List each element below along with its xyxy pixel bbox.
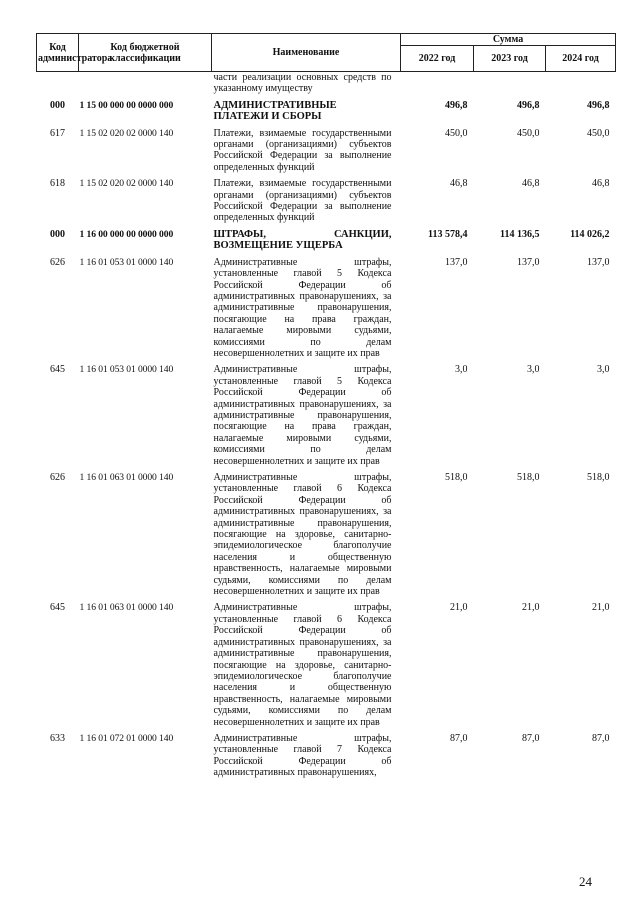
sum-2024-cell: 137,0 xyxy=(587,256,610,268)
admin-code-cell: 645 xyxy=(50,364,65,376)
sum-2022-cell: 450,0 xyxy=(445,127,468,139)
admin-code-cell: 626 xyxy=(50,256,65,268)
table-header xyxy=(37,34,616,72)
name-cell: Платежи, взимаемые государственными органами (организациями) субъектов Российской Федерации за выполнение определенных функций xyxy=(213,178,392,224)
sum-2024-cell: 21,0 xyxy=(592,602,610,614)
admin-code-cell: 618 xyxy=(50,178,65,190)
table-row xyxy=(37,123,616,174)
sum-2023-cell: 46,8 xyxy=(522,178,540,190)
admin-code-cell: 617 xyxy=(50,127,65,139)
table-row xyxy=(37,72,616,95)
name-cell: АДМИНИСТРАТИВНЫЕ ПЛАТЕЖИ И СБОРЫ xyxy=(213,99,337,123)
name-cell: Административные штрафы, установленные главой 5 Кодекса Российской Федерации об административных правонарушениях, за административные правонарушения, посягающие на права граждан, налагаемые мировыми судьями, комиссиями по делам несовершеннолетних и защите их прав xyxy=(213,256,392,359)
admin-code-cell: 645 xyxy=(50,602,65,614)
kbk-cell: 1 15 02 020 02 0000 140 xyxy=(79,127,174,139)
sum-2023-cell: 21,0 xyxy=(522,602,540,614)
sum-2024-cell xyxy=(546,72,616,95)
name-cell: Административные штрафы, установленные главой 6 Кодекса Российской Федерации об административных правонарушениях, за административные правонарушения, посягающие на здоровье, санитарно-эпидемиологическое благополучие населения и общественную нравственность, налагаемые мировыми судьями, комиссиями по делам несовершеннолетних и защите их прав xyxy=(213,472,392,598)
sum-2023-cell: 114 136,5 xyxy=(500,228,540,240)
name-cell: ШТРАФЫ, САНКЦИИ, ВОЗМЕЩЕНИЕ УЩЕРБА xyxy=(213,228,392,252)
admin-code-cell: 000 xyxy=(50,99,65,111)
header-year-2022: 2022 год xyxy=(401,46,474,72)
sum-2022-cell: 46,8 xyxy=(450,178,468,190)
kbk-cell: 1 16 01 063 01 0000 140 xyxy=(79,602,174,614)
sum-2023-cell: 496,8 xyxy=(517,99,540,111)
sum-2023-cell: 450,0 xyxy=(517,127,540,139)
sum-2022-cell: 87,0 xyxy=(450,732,468,744)
page-number: 24 xyxy=(579,874,592,889)
sum-2023-cell xyxy=(474,72,546,95)
sum-2024-cell: 3,0 xyxy=(597,364,610,376)
table-row xyxy=(37,173,616,224)
sum-2023-cell: 518,0 xyxy=(517,472,540,483)
sum-2022-cell: 137,0 xyxy=(445,256,468,268)
table-row xyxy=(37,359,616,467)
sum-2023-cell: 137,0 xyxy=(517,256,540,268)
sum-2024-cell: 114 026,2 xyxy=(570,228,610,240)
name-cell: части реализации основных средств по указанному имуществу xyxy=(213,72,392,95)
table-row xyxy=(37,95,616,123)
sum-2022-cell: 113 578,4 xyxy=(428,228,468,240)
name-cell: Административные штрафы, установленные главой 7 Кодекса Российской Федерации об административных правонарушениях, xyxy=(213,732,392,779)
admin-code-cell xyxy=(37,72,79,95)
sum-2022-cell: 3,0 xyxy=(455,364,468,376)
admin-code-cell: 633 xyxy=(50,732,65,744)
kbk-cell: 1 16 00 000 00 0000 000 xyxy=(79,228,174,240)
header-sum: Сумма xyxy=(401,34,616,46)
header-admin-code: Код администратора xyxy=(37,34,79,72)
sum-2024-cell: 518,0 xyxy=(587,472,610,483)
kbk-cell xyxy=(79,72,212,95)
name-cell: Административные штрафы, установленные главой 6 Кодекса Российской Федерации об административных правонарушениях, за административные правонарушения, посягающие на здоровье, санитарно-эпидемиологическое благополучие населения и общественную нравственность, налагаемые мировыми судьями, комиссиями по делам несовершеннолетних и защите их прав xyxy=(213,602,392,728)
table-body xyxy=(37,72,616,779)
table-row xyxy=(37,224,616,252)
kbk-cell: 1 15 00 000 00 0000 000 xyxy=(79,99,174,111)
name-cell: Административные штрафы, установленные главой 5 Кодекса Российской Федерации об административных правонарушениях, за административные правонарушения, посягающие на права граждан, налагаемые мировыми судьями, комиссиями по делам несовершеннолетних и защите их прав xyxy=(213,364,392,467)
sum-2024-cell: 496,8 xyxy=(587,99,610,111)
admin-code-cell: 000 xyxy=(50,228,65,240)
kbk-cell: 1 16 01 053 01 0000 140 xyxy=(79,256,174,268)
budget-revenue-table xyxy=(36,33,616,779)
sum-2022-cell: 496,8 xyxy=(445,99,468,111)
admin-code-cell: 626 xyxy=(50,472,65,483)
header-year-2023: 2023 год xyxy=(474,46,546,72)
name-cell: Платежи, взимаемые государственными органами (организациями) субъектов Российской Федерации за выполнение определенных функций xyxy=(213,127,392,173)
sum-2022-cell: 518,0 xyxy=(445,472,468,483)
sum-2023-cell: 3,0 xyxy=(527,364,540,376)
header-year-2024: 2024 год xyxy=(546,46,616,72)
kbk-cell: 1 16 01 072 01 0000 140 xyxy=(79,732,174,744)
kbk-cell: 1 16 01 063 01 0000 140 xyxy=(79,472,174,483)
table-row xyxy=(37,597,616,727)
sum-2024-cell: 46,8 xyxy=(592,178,610,190)
table-row xyxy=(37,467,616,597)
sum-2024-cell: 87,0 xyxy=(592,732,610,744)
sum-2022-cell xyxy=(401,72,474,95)
header-kbk: Код бюджетной классификации xyxy=(79,34,212,72)
sum-2022-cell: 21,0 xyxy=(450,602,468,614)
kbk-cell: 1 15 02 020 02 0000 140 xyxy=(79,178,174,190)
table-row xyxy=(37,728,616,779)
sum-2024-cell: 450,0 xyxy=(587,127,610,139)
header-name: Наименование xyxy=(212,34,401,72)
table-row xyxy=(37,252,616,360)
kbk-cell: 1 16 01 053 01 0000 140 xyxy=(79,364,174,376)
sum-2023-cell: 87,0 xyxy=(522,732,540,744)
